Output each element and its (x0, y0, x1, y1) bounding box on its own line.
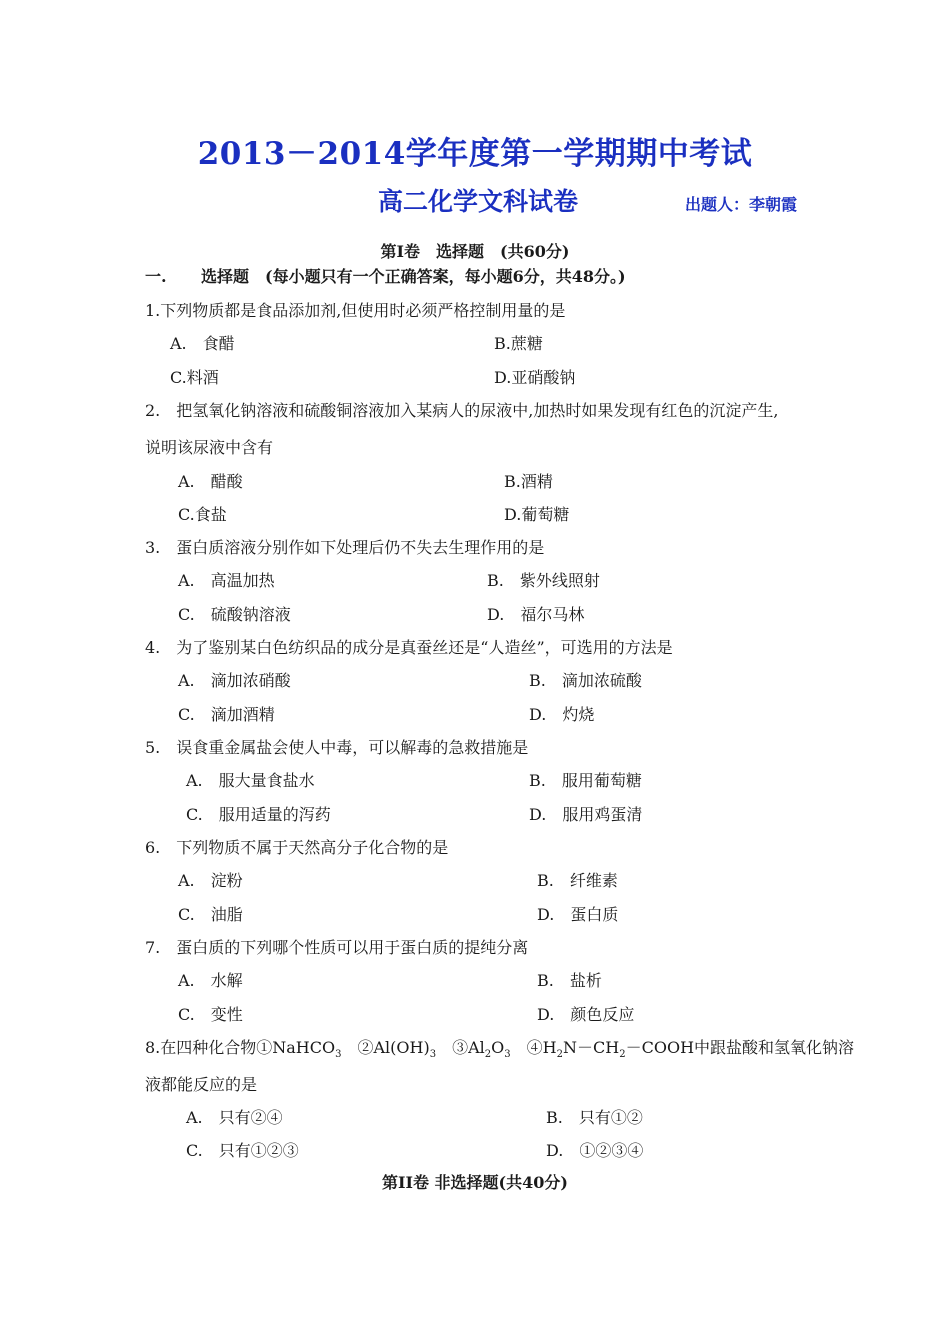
q3-option-c: C. 硫酸钠溶液 (178, 605, 291, 624)
question-2: 2. 把氢氧化钠溶液和硫酸铜溶液加入某病人的尿液中,加热时如果发现有红色的沉淀产生, (145, 401, 779, 420)
question-6: 6. 下列物质不属于天然高分子化合物的是 (145, 838, 449, 857)
part2-title: 第II卷 非选择题(共40分) (382, 1173, 568, 1192)
q8-text-part: O (491, 1038, 505, 1057)
q8-option-c: C. 只有①②③ (186, 1141, 299, 1160)
q1-option-d: D.亚硝酸钠 (494, 368, 576, 387)
q8-text-part: ③Al (436, 1038, 485, 1057)
q5-option-c: C. 服用适量的泻药 (186, 805, 331, 824)
q8-text-part: 8.在四种化合物①NaHCO (145, 1038, 336, 1057)
q1-option-c: C.料酒 (170, 368, 219, 387)
q3-option-b: B. 紫外线照射 (487, 571, 600, 590)
q4-option-a: A. 滴加浓硝酸 (178, 671, 291, 690)
question-1: 1.下列物质都是食品添加剂,但使用时必须严格控制用量的是 (145, 301, 566, 320)
q5-option-d: D. 服用鸡蛋清 (529, 805, 643, 824)
q6-option-b: B. 纤维素 (537, 871, 618, 890)
q2-option-c: C.食盐 (178, 505, 227, 524)
q2-option-a: A. 醋酸 (178, 472, 243, 491)
q1-option-b: B.蔗糖 (494, 334, 543, 353)
q6-option-a: A. 淀粉 (178, 871, 243, 890)
question-3: 3. 蛋白质溶液分别作如下处理后仍不失去生理作用的是 (145, 538, 545, 557)
q8-text-part: ④H (510, 1038, 557, 1057)
q1-option-a: A. 食醋 (170, 334, 235, 353)
section1-heading (145, 264, 626, 287)
q8-option-b: B. 只有①② (546, 1108, 643, 1127)
q8-option-a: A. 只有②④ (186, 1108, 283, 1127)
q8-text-part: ②Al(OH) (341, 1038, 430, 1057)
exam-author: 出题人：李朝霞 (685, 195, 798, 214)
q7-option-b: B. 盐析 (537, 971, 602, 990)
part1-title: 第Ⅰ卷 选择题 (共60分) (380, 242, 570, 261)
q4-option-c: C. 滴加酒精 (178, 705, 275, 724)
q8-subscript: 3 (504, 1049, 511, 1061)
q8-subscript: 2 (484, 1049, 492, 1061)
q8-subscript: 3 (335, 1049, 342, 1061)
q5-option-a: A. 服大量食盐水 (186, 771, 315, 790)
question-8-line2: 液都能反应的是 (145, 1075, 258, 1094)
q8-option-d: D. ①②③④ (546, 1141, 644, 1160)
q7-option-c: C. 变性 (178, 1005, 243, 1024)
q2-option-d: D.葡萄糖 (504, 505, 570, 524)
exam-title: 2013－2014学年度第一学期期中考试 (197, 136, 753, 172)
q6-option-c: C. 油脂 (178, 905, 243, 924)
q8-subscript: 2 (619, 1049, 626, 1061)
q3-option-a: A. 高温加热 (178, 571, 275, 590)
section1-text: 选择题 (每小题只有一个正确答案，每小题6分，共48分。) (201, 267, 626, 286)
q8-subscript: 2 (556, 1049, 564, 1061)
question-4: 4. 为了鉴别某白色纺织品的成分是真蚕丝还是“人造丝”，可选用的方法是 (145, 638, 673, 657)
q5-option-b: B. 服用葡萄糖 (529, 771, 642, 790)
question-2-line2: 说明该尿液中含有 (145, 438, 274, 457)
q4-option-b: B. 滴加浓硫酸 (529, 671, 642, 690)
q2-option-b: B.酒精 (504, 472, 553, 491)
q7-option-a: A. 水解 (178, 971, 243, 990)
q3-option-d: D. 福尔马林 (487, 605, 585, 624)
q4-option-d: D. 灼烧 (529, 705, 595, 724)
question-7: 7. 蛋白质的下列哪个性质可以用于蛋白质的提纯分离 (145, 938, 529, 957)
question-8 (145, 1035, 854, 1060)
q8-text-part: －COOH中跟盐酸和氢氧化钠溶 (625, 1038, 855, 1057)
exam-subtitle: 高二化学文科试卷 (378, 187, 579, 216)
q6-option-d: D. 蛋白质 (537, 905, 619, 924)
q7-option-d: D. 颜色反应 (537, 1005, 635, 1024)
q8-subscript: 3 (429, 1049, 437, 1061)
question-5: 5. 误食重金属盐会使人中毒，可以解毒的急救措施是 (145, 738, 529, 757)
q8-text-part: N－CH (563, 1038, 620, 1057)
section1-number: 一. (145, 267, 167, 286)
